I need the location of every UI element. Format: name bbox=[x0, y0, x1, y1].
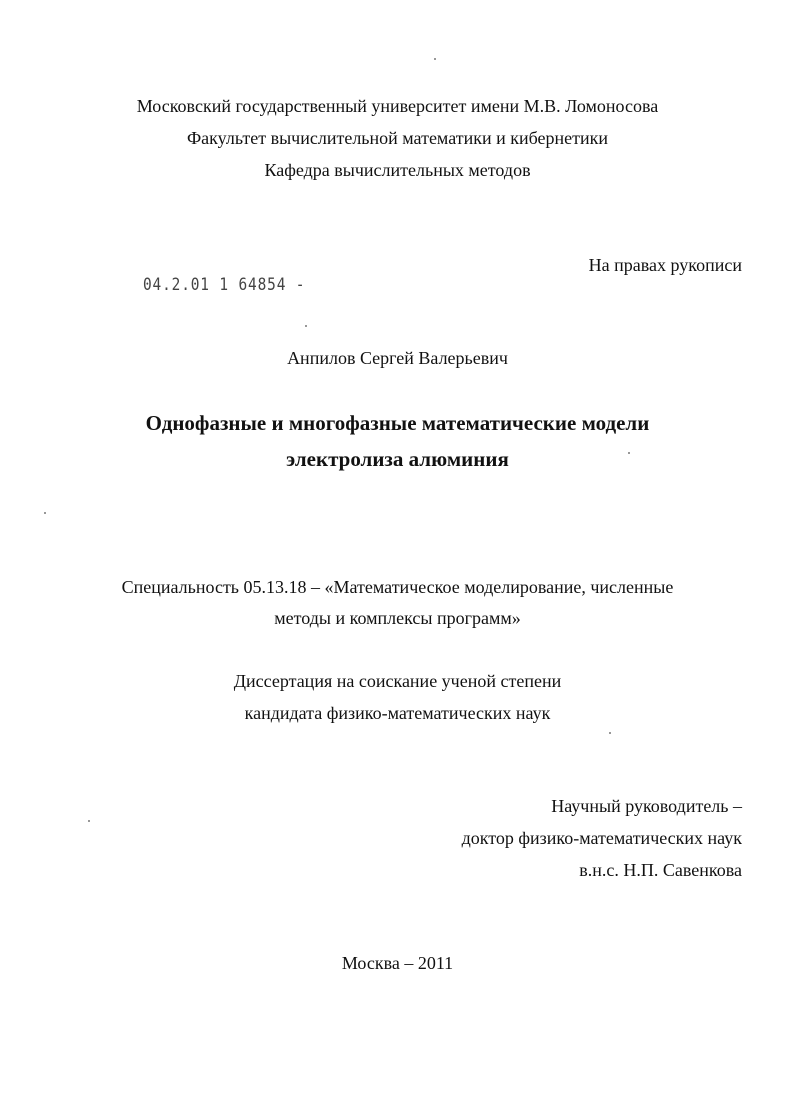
scan-speck bbox=[44, 512, 46, 514]
author-name: Анпилов Сергей Валерьевич bbox=[287, 348, 508, 368]
supervisor-degree: доктор физико-математических наук bbox=[461, 828, 742, 848]
degree-line-1: Диссертация на соискание ученой степени bbox=[233, 671, 562, 691]
specialty-line-1: Специальность 05.13.18 – «Математическое моделирование, численные bbox=[121, 577, 674, 597]
university-name: Московский государственный университет имени М.В. Ломоносова bbox=[136, 96, 659, 116]
faculty-name: Факультет вычислительной математики и кибернетики bbox=[186, 128, 609, 148]
registration-stamp: 04.2.01 1 64854 - bbox=[143, 275, 306, 295]
scan-speck bbox=[628, 452, 630, 454]
supervisor-name: в.н.с. Н.П. Савенкова bbox=[579, 860, 742, 880]
supervisor-role: Научный руководитель – bbox=[551, 796, 742, 816]
specialty-line-2: методы и комплексы программ» bbox=[274, 608, 521, 628]
scan-speck bbox=[609, 732, 611, 734]
scan-speck bbox=[88, 820, 90, 822]
thesis-title-line-1: Однофазные и многофазные математические модели bbox=[145, 411, 650, 435]
department-name: Кафедра вычислительных методов bbox=[264, 160, 531, 180]
scan-speck bbox=[305, 325, 307, 327]
degree-line-2: кандидата физико-математических наук bbox=[244, 703, 551, 723]
city-year: Москва – 2011 bbox=[341, 953, 454, 973]
scan-speck bbox=[434, 58, 436, 60]
thesis-title-line-2: электролиза алюминия bbox=[286, 447, 509, 471]
manuscript-note: На правах рукописи bbox=[588, 255, 742, 275]
